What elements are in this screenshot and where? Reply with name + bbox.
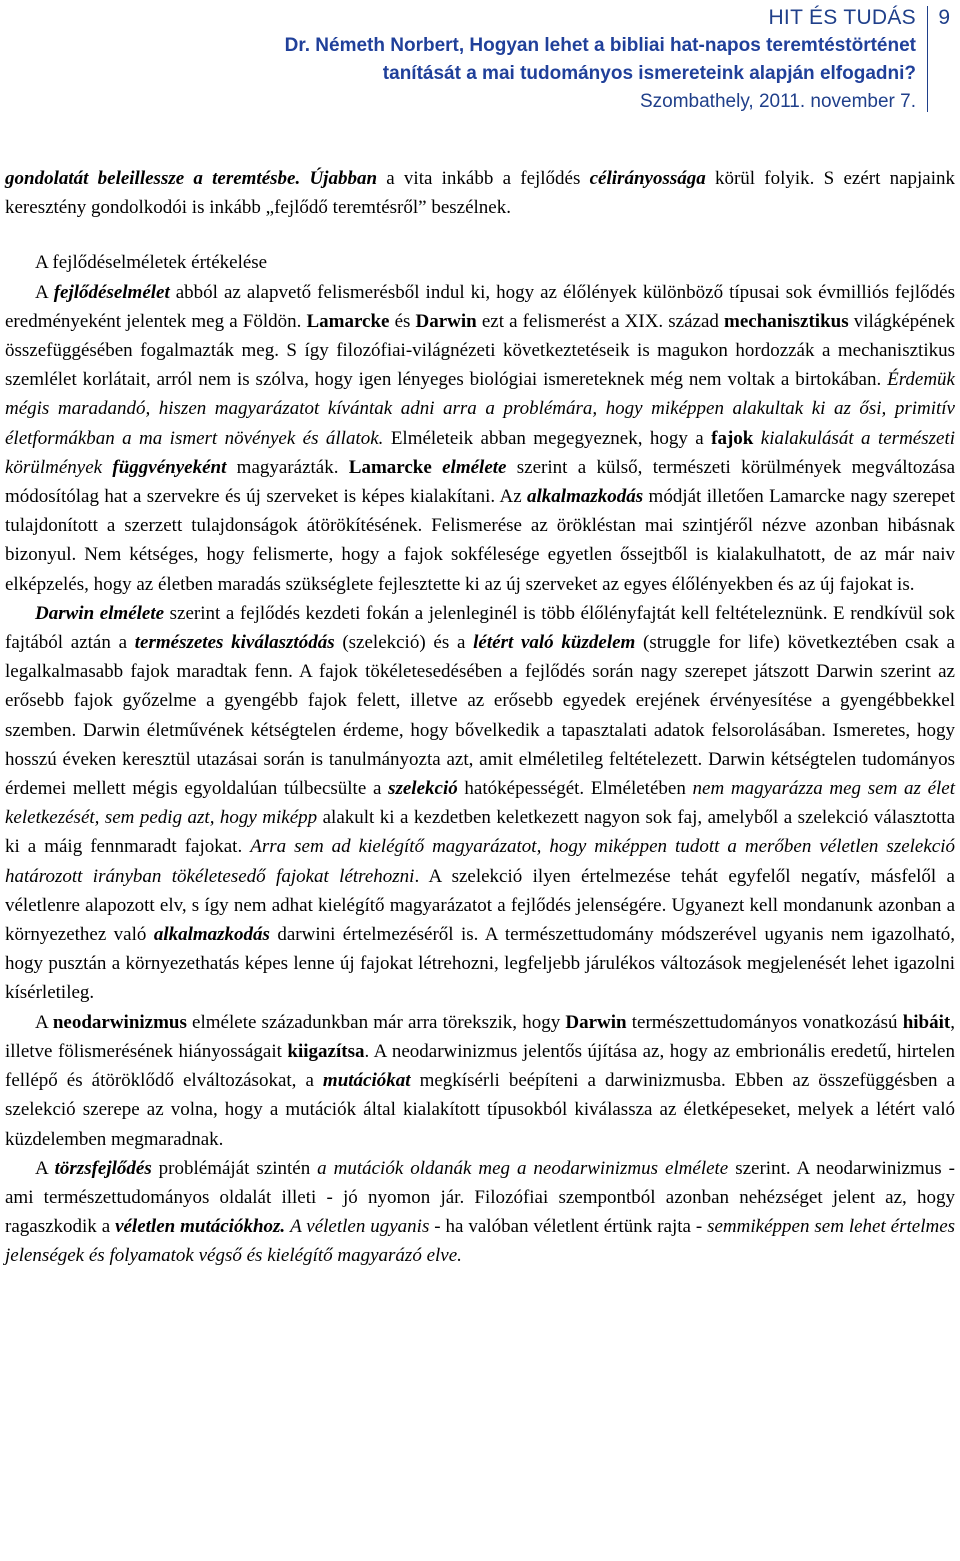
term: fajok <box>711 427 754 449</box>
text: (szelekció) és a <box>334 632 474 654</box>
paragraph-neodarwinism <box>5 1008 955 1154</box>
document-body <box>5 164 955 1271</box>
emphasis: Arra sem ad kielégítő magyarázatot, hogy miképpen tudott a merőben véletlen szelekció határozott irányban tökéletesedő fajokat létrehozni <box>5 836 956 887</box>
term: kiigazítsa <box>287 1040 365 1062</box>
term: alkalmazkodás <box>527 486 644 508</box>
emphasis: kialakulását a természeti körülmények <box>5 427 956 478</box>
name-darwin: Darwin <box>415 310 477 332</box>
text: ezt a felismerést a XIX. század <box>476 310 725 332</box>
term: szelekció <box>388 778 458 800</box>
intro-paragraph <box>5 164 955 222</box>
article-title-line-2: tanítását a mai tudományos ismereteink alapján elfogadni? <box>382 63 916 84</box>
space <box>102 457 112 478</box>
publication-title: HIT ÉS TUDÁS <box>768 6 916 29</box>
emphasis: Érdemük mégis maradandó, hiszen magyarázatot kívántak adni arra a problémára, hogy miképpen alakultak ki az ősi, primitív életformákban a ma ismert növények és állatok. <box>5 369 955 449</box>
header-text-block <box>285 4 916 116</box>
text: - ha valóban véletlent értünk rajta - <box>429 1216 708 1238</box>
emphasis: nem magyarázza meg sem az élet keletkezését, sem pedig azt, hogy miképp <box>5 778 955 829</box>
term: mechanisztikus <box>724 310 849 332</box>
text: módját illetően Lamarcke nagy szerepet tulajdonított a szerzett tulajdonságok átörökítésének. Felismerése az örökléstan mai szintjéről nézve azonban hibásnak bizonyul. Nem kétséges, hogy felismerte, hogy a fajok sokfélesége egyetlen őssejtből is kialakulhatott, de az már naiv elképzelés, hogy az életben maradás szükséglete fejlesztette ki az új szerveket az egyes élőlényekben és az új fajokat is. <box>5 486 955 595</box>
text: A <box>35 1157 55 1179</box>
term: függvényeként <box>112 456 227 478</box>
text: megkísérli beépíteni a darwinizmusba. Ebben az összefüggésben a szelekció szerepe az volna, hogy a mutációk által kialakított típusokból kiválassza az életképeseket, melyek a létért való küzdelemben megmaradnak. <box>5 1070 955 1150</box>
text: , illetve fölismerésének hiányosságait <box>5 1011 955 1062</box>
paragraph-phylogeny <box>5 1154 955 1271</box>
text: és <box>389 310 416 332</box>
term: fejlődéselmélet <box>53 281 170 303</box>
text: problémáját szintén <box>151 1157 318 1179</box>
emphasis: a mutációk oldanák meg a neodarwinizmus elmélete <box>317 1157 729 1179</box>
paragraph-darwin <box>5 599 955 1008</box>
name-lamarcke: Lamarcke <box>306 310 390 332</box>
text: elmélete századunkban már arra törekszik, hogy <box>186 1011 566 1033</box>
text: abból az alapvető felismerésből indul ki, hogy az élőlények különböző típusai sok évmilliós fejlődés eredményeként jelentek meg a Földön. <box>5 281 955 332</box>
space <box>753 428 760 449</box>
text: . A neodarwinizmus jelentős újítása az, hogy az embrionális eredetű, hirtelen fellépő és átöröklődő elváltozásokat, a <box>5 1040 955 1092</box>
article-title-line-1: Dr. Németh Norbert, Hogyan lehet a bibliai hat-napos teremtéstörténet <box>284 35 916 56</box>
term: mutációkat <box>322 1070 411 1092</box>
emphasis: A véletlen ugyanis <box>290 1216 430 1238</box>
name-lamarcke: Lamarcke <box>348 456 432 478</box>
text: darwini értelmezéséről is. A természettudomány módszerével ugyanis nem igazolható, hogy pusztán a környezethatás képes lenne új fajokat létrehozni, legfeljebb járulékos változások megjelenését lehet igazolni kísérletileg. <box>5 924 955 1004</box>
term: alkalmazkodás <box>153 924 270 946</box>
text: . A szelekció ilyen értelmezése tehát egyfelől negatív, másfelől a véletlenre alapozott elv, s így nem adhat kielégítő magyarázatot a fejlődés jelenségére. Ugyanezt kell mondanunk azonban a környezethez való <box>5 865 955 946</box>
text: Elméleteik abban megegyeznek, hogy a <box>383 427 712 449</box>
paragraph-evolution-theory <box>5 278 955 599</box>
term: elmélete <box>442 456 507 478</box>
term: természetes kiválasztódás <box>134 632 335 654</box>
header-divider <box>927 6 928 112</box>
location-date: Szombathely, 2011. november 7. <box>639 91 916 112</box>
text: (struggle for life) következtében csak a legalkalmasabb fajok maradtak fenn. A fajok tökéletesedésében a fejlődés során nagy szerepet játszott Darwin szerint az erősebb fajok győzelme a gyengébb fajok felett, illetve az erősebb egyedek erejének érvényesítése a gyengébbekkel szemben. Darwin életművének kétségtelen érdeme, hogy bővelkedik a tapasztalati adatok felsorolásában. Ismeretes, hogy hosszú éveken keresztül utazásai során is tanulmányozta azt, amit elméletileg feltételezett. Darwin kétségtelen tudományos érdemei mellett mégis egyoldalúan túlbecsülte a <box>5 632 955 800</box>
text: világképének összefüggésében fogalmazták meg. S így filozófiai-világnézeti következtetéseik is magukon hordozzák a mechanisztikus szemlélet korlátait, arról nem is szólva, hogy igen lényeges biológiai ismereteknek még nem voltak a birtokában. <box>5 310 956 391</box>
text: természettudományos vonatkozású <box>626 1011 903 1033</box>
text: A <box>35 281 54 303</box>
text: magyarázták. <box>226 456 349 478</box>
term: neodarwinizmus <box>52 1011 187 1033</box>
intro-text-2: körül folyik. S ezért napjaink keresztény gondolkodói is inkább „fejlődő teremtésről” beszélnek. <box>5 168 956 219</box>
text: A <box>35 1011 53 1033</box>
term: törzsfejlődés <box>54 1157 152 1179</box>
text: szerint a fejlődés kezdeti fokán a jelenleginél is több élőlényfajtát kell feltételeznünk. E rendkívül sok fajtából aztán a <box>5 602 955 654</box>
text: szerint a külső, természeti körülmények megváltozása módosítólag hat a szervekre és új szerveket is képes kialakítani. Az <box>5 456 956 508</box>
space <box>432 457 442 478</box>
page-number: 9 <box>938 6 950 29</box>
text: hatóképességét. Elméletében <box>457 778 693 800</box>
term: véletlen mutációkhoz. <box>115 1216 286 1238</box>
name-darwin: Darwin <box>565 1011 627 1033</box>
intro-text: a vita inkább a fejlődés <box>377 168 590 189</box>
term: létért való küzdelem <box>473 632 636 654</box>
emphasis: semmiképpen sem lehet értelmes jelenségek és folyamatok végső és kielégítő magyarázó elve. <box>5 1216 956 1267</box>
text: alakult ki a kezdetben keletkezett nagyon sok faj, amelyből a szelekció választotta ki a máig fennmaradt fajokat. <box>5 807 956 858</box>
section-heading: A fejlődéselméletek értékelése <box>35 252 268 274</box>
term: Darwin elmélete <box>35 602 165 624</box>
intro-emphasis-2: célirányossága <box>589 168 706 189</box>
page-header <box>0 4 960 112</box>
intro-emphasis: gondolatát beleillessze a teremtésbe. Újabban <box>5 168 378 189</box>
text: szerint. A neodarwinizmus - ami természettudományos oldalát illeti - jó nyomon jár. Filozófiai szempontból azonban nehézséget jelent az, hogy ragaszkodik a <box>5 1157 955 1238</box>
term: hibáit <box>902 1011 951 1033</box>
